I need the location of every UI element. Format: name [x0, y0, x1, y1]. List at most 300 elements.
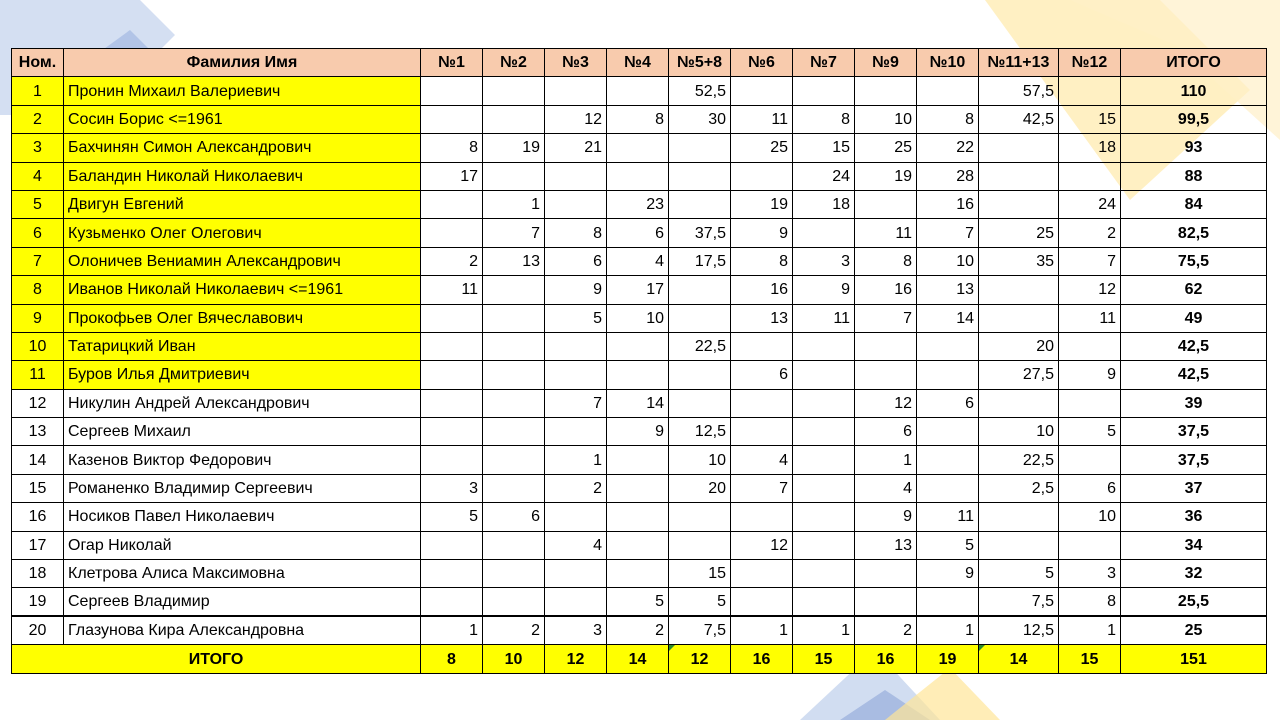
score-cell [793, 503, 855, 531]
score-cell [483, 389, 545, 417]
score-cell: 24 [1059, 190, 1121, 218]
score-cell: 8 [917, 105, 979, 133]
participant-name: Романенко Владимир Сергеевич [64, 474, 421, 502]
score-cell [917, 446, 979, 474]
score-cell: 1 [1059, 616, 1121, 645]
score-cell [793, 361, 855, 389]
score-cell: 22,5 [979, 446, 1059, 474]
score-cell [545, 588, 607, 617]
row-number: 4 [12, 162, 64, 190]
row-number: 3 [12, 134, 64, 162]
score-cell: 22 [917, 134, 979, 162]
score-cell: 6 [1059, 474, 1121, 502]
participant-name: Сосин Борис <=1961 [64, 105, 421, 133]
header-round: №5+8 [669, 49, 731, 77]
score-cell: 13 [855, 531, 917, 559]
score-cell: 20 [669, 474, 731, 502]
table-row [12, 162, 1267, 190]
row-number: 14 [12, 446, 64, 474]
header-round: №7 [793, 49, 855, 77]
header-number: Ном. [12, 49, 64, 77]
score-cell [793, 219, 855, 247]
score-cell [483, 531, 545, 559]
score-cell: 5 [545, 304, 607, 332]
row-number: 20 [12, 616, 64, 645]
score-cell: 12 [1059, 276, 1121, 304]
score-cell: 15 [1059, 105, 1121, 133]
score-cell: 19 [855, 162, 917, 190]
score-cell [917, 332, 979, 360]
score-cell [607, 77, 669, 105]
total-cell: 42,5 [1121, 361, 1267, 389]
row-number: 9 [12, 304, 64, 332]
score-cell: 17 [607, 276, 669, 304]
total-cell: 62 [1121, 276, 1267, 304]
score-cell: 9 [607, 418, 669, 446]
score-cell: 6 [917, 389, 979, 417]
score-cell: 22,5 [669, 332, 731, 360]
score-cell [731, 418, 793, 446]
score-cell [979, 304, 1059, 332]
participant-name: Прокофьев Олег Вячеславович [64, 304, 421, 332]
header-round: №3 [545, 49, 607, 77]
score-cell [855, 560, 917, 588]
score-cell: 10 [917, 247, 979, 275]
score-cell: 16 [855, 276, 917, 304]
score-cell: 7 [1059, 247, 1121, 275]
score-cell [483, 418, 545, 446]
score-cell: 9 [917, 560, 979, 588]
participant-name: Бахчинян Симон Александрович [64, 134, 421, 162]
header-round: №4 [607, 49, 669, 77]
score-cell: 11 [731, 105, 793, 133]
score-cell [793, 77, 855, 105]
score-cell: 3 [793, 247, 855, 275]
score-cell [483, 105, 545, 133]
score-cell: 8 [607, 105, 669, 133]
score-cell [731, 588, 793, 617]
participant-name: Пронин Михаил Валериевич [64, 77, 421, 105]
score-cell: 9 [731, 219, 793, 247]
score-cell [1059, 332, 1121, 360]
score-cell [607, 162, 669, 190]
score-cell [669, 389, 731, 417]
score-cell [483, 77, 545, 105]
row-number: 12 [12, 389, 64, 417]
score-cell [1059, 531, 1121, 559]
score-cell [669, 531, 731, 559]
score-cell: 17 [421, 162, 483, 190]
row-number: 11 [12, 361, 64, 389]
score-cell: 20 [979, 332, 1059, 360]
score-cell: 1 [731, 616, 793, 645]
score-cell: 42,5 [979, 105, 1059, 133]
table-row [12, 332, 1267, 360]
score-cell [855, 361, 917, 389]
score-cell: 12 [545, 105, 607, 133]
row-number: 18 [12, 560, 64, 588]
footer-count-cell: 19 [917, 645, 979, 673]
participant-name: Клетрова Алиса Максимовна [64, 560, 421, 588]
score-cell [545, 503, 607, 531]
score-cell [607, 531, 669, 559]
participant-name: Сергеев Михаил [64, 418, 421, 446]
score-cell: 25 [855, 134, 917, 162]
score-cell [545, 418, 607, 446]
score-cell: 6 [545, 247, 607, 275]
score-cell [421, 361, 483, 389]
footer-count-cell: 16 [731, 645, 793, 673]
score-cell [855, 588, 917, 617]
table-row [12, 219, 1267, 247]
score-cell: 7 [917, 219, 979, 247]
total-cell: 39 [1121, 389, 1267, 417]
total-cell: 32 [1121, 560, 1267, 588]
score-cell: 24 [793, 162, 855, 190]
score-cell: 28 [917, 162, 979, 190]
score-cell [979, 162, 1059, 190]
score-cell: 2 [855, 616, 917, 645]
header-round: №10 [917, 49, 979, 77]
header-round: №6 [731, 49, 793, 77]
score-cell: 52,5 [669, 77, 731, 105]
score-cell [793, 446, 855, 474]
score-cell [731, 503, 793, 531]
header-round: №11+13 [979, 49, 1059, 77]
score-cell: 15 [793, 134, 855, 162]
score-cell [855, 77, 917, 105]
participant-name: Кузьменко Олег Олегович [64, 219, 421, 247]
score-cell [545, 190, 607, 218]
score-cell: 7 [483, 219, 545, 247]
total-cell: 99,5 [1121, 105, 1267, 133]
table-row [12, 304, 1267, 332]
score-cell: 9 [793, 276, 855, 304]
row-number: 13 [12, 418, 64, 446]
score-cell: 10 [1059, 503, 1121, 531]
score-cell [545, 332, 607, 360]
score-cell: 35 [979, 247, 1059, 275]
score-cell: 57,5 [979, 77, 1059, 105]
total-cell: 25,5 [1121, 588, 1267, 617]
footer-count-cell: 10 [483, 645, 545, 673]
score-cell [483, 162, 545, 190]
score-cell: 10 [979, 418, 1059, 446]
score-cell [669, 190, 731, 218]
score-cell: 21 [545, 134, 607, 162]
score-cell [483, 276, 545, 304]
participant-name: Буров Илья Дмитриевич [64, 361, 421, 389]
score-cell: 30 [669, 105, 731, 133]
score-cell: 18 [1059, 134, 1121, 162]
score-cell: 5 [421, 503, 483, 531]
score-cell [793, 389, 855, 417]
score-cell [855, 190, 917, 218]
score-cell [421, 560, 483, 588]
score-cell [421, 77, 483, 105]
score-cell: 19 [731, 190, 793, 218]
score-cell: 8 [855, 247, 917, 275]
score-cell: 6 [731, 361, 793, 389]
score-cell [979, 190, 1059, 218]
score-cell [483, 332, 545, 360]
total-cell: 37,5 [1121, 418, 1267, 446]
table-row [12, 247, 1267, 275]
score-cell: 9 [855, 503, 917, 531]
footer-count-cell: 12 [669, 645, 731, 673]
score-cell: 4 [607, 247, 669, 275]
score-cell: 6 [855, 418, 917, 446]
score-cell [731, 332, 793, 360]
score-cell [669, 361, 731, 389]
participant-name: Баландин Николай Николаевич [64, 162, 421, 190]
score-cell [917, 418, 979, 446]
score-cell: 1 [917, 616, 979, 645]
score-cell: 1 [793, 616, 855, 645]
header-round: №9 [855, 49, 917, 77]
score-cell [979, 503, 1059, 531]
total-cell: 82,5 [1121, 219, 1267, 247]
score-cell: 8 [1059, 588, 1121, 617]
score-cell: 8 [731, 247, 793, 275]
score-cell: 10 [669, 446, 731, 474]
score-cell: 19 [483, 134, 545, 162]
footer-total-cell: 151 [1121, 645, 1267, 673]
score-cell [669, 304, 731, 332]
score-cell: 2 [483, 616, 545, 645]
total-cell: 88 [1121, 162, 1267, 190]
score-cell: 11 [793, 304, 855, 332]
row-number: 1 [12, 77, 64, 105]
score-cell: 7,5 [669, 616, 731, 645]
score-cell [1059, 446, 1121, 474]
score-cell [793, 332, 855, 360]
score-cell [917, 361, 979, 389]
score-cell: 4 [731, 446, 793, 474]
score-cell [979, 276, 1059, 304]
table-row [12, 77, 1267, 105]
table-row [12, 190, 1267, 218]
score-cell: 2 [1059, 219, 1121, 247]
participant-name: Никулин Андрей Александрович [64, 389, 421, 417]
participant-name: Двигун Евгений [64, 190, 421, 218]
score-cell [917, 588, 979, 617]
score-cell [1059, 162, 1121, 190]
score-cell: 8 [793, 105, 855, 133]
total-cell: 84 [1121, 190, 1267, 218]
score-cell [483, 446, 545, 474]
participant-name: Казенов Виктор Федорович [64, 446, 421, 474]
score-cell: 23 [607, 190, 669, 218]
score-cell [669, 503, 731, 531]
score-cell: 11 [917, 503, 979, 531]
score-cell: 16 [917, 190, 979, 218]
score-cell: 1 [421, 616, 483, 645]
score-cell: 25 [979, 219, 1059, 247]
score-cell [545, 162, 607, 190]
score-cell [607, 474, 669, 502]
score-cell: 27,5 [979, 361, 1059, 389]
row-number: 8 [12, 276, 64, 304]
table-row [12, 588, 1267, 617]
total-cell: 93 [1121, 134, 1267, 162]
score-cell: 9 [545, 276, 607, 304]
score-cell [545, 560, 607, 588]
header-round: №1 [421, 49, 483, 77]
score-cell: 8 [545, 219, 607, 247]
row-number: 15 [12, 474, 64, 502]
table-row [12, 531, 1267, 559]
score-cell: 2 [421, 247, 483, 275]
score-cell [421, 389, 483, 417]
score-cell [979, 389, 1059, 417]
score-cell [979, 134, 1059, 162]
table-row [12, 134, 1267, 162]
score-cell: 7 [855, 304, 917, 332]
score-cell [545, 77, 607, 105]
score-cell [731, 162, 793, 190]
score-cell: 5 [669, 588, 731, 617]
score-cell [483, 588, 545, 617]
header-row [12, 49, 1267, 77]
score-cell [669, 134, 731, 162]
participant-name: Сергеев Владимир [64, 588, 421, 617]
score-cell: 5 [1059, 418, 1121, 446]
score-cell: 5 [607, 588, 669, 617]
total-cell: 36 [1121, 503, 1267, 531]
score-cell [793, 474, 855, 502]
table-row [12, 361, 1267, 389]
score-cell: 17,5 [669, 247, 731, 275]
score-cell: 37,5 [669, 219, 731, 247]
score-cell: 3 [545, 616, 607, 645]
score-cell: 18 [793, 190, 855, 218]
score-cell [731, 389, 793, 417]
score-cell [607, 134, 669, 162]
table-row [12, 560, 1267, 588]
score-cell [483, 361, 545, 389]
score-cell [793, 418, 855, 446]
score-cell: 11 [421, 276, 483, 304]
score-cell [421, 588, 483, 617]
score-cell [855, 332, 917, 360]
footer-count-cell: 8 [421, 645, 483, 673]
row-number: 7 [12, 247, 64, 275]
participant-name: Глазунова Кира Александровна [64, 616, 421, 645]
score-cell: 3 [421, 474, 483, 502]
table-row [12, 474, 1267, 502]
footer-count-cell: 15 [793, 645, 855, 673]
row-number: 16 [12, 503, 64, 531]
score-cell [483, 560, 545, 588]
score-cell [421, 418, 483, 446]
header-name: Фамилия Имя [64, 49, 421, 77]
total-cell: 25 [1121, 616, 1267, 645]
participant-name: Носиков Павел Николаевич [64, 503, 421, 531]
score-cell: 8 [421, 134, 483, 162]
total-cell: 42,5 [1121, 332, 1267, 360]
total-cell: 75,5 [1121, 247, 1267, 275]
footer-count-cell: 14 [607, 645, 669, 673]
score-cell [731, 560, 793, 588]
score-cell: 15 [669, 560, 731, 588]
score-cell: 2,5 [979, 474, 1059, 502]
score-cell: 1 [545, 446, 607, 474]
participant-name: Олоничев Вениамин Александрович [64, 247, 421, 275]
score-cell [607, 560, 669, 588]
score-cell: 16 [731, 276, 793, 304]
score-cell: 7 [731, 474, 793, 502]
score-cell: 13 [483, 247, 545, 275]
score-cell [607, 446, 669, 474]
score-cell: 2 [545, 474, 607, 502]
score-cell [979, 531, 1059, 559]
footer-count-cell: 16 [855, 645, 917, 673]
score-cell [1059, 389, 1121, 417]
score-cell [917, 474, 979, 502]
score-cell [669, 162, 731, 190]
score-cell: 13 [917, 276, 979, 304]
row-number: 2 [12, 105, 64, 133]
score-cell: 1 [855, 446, 917, 474]
score-cell: 10 [855, 105, 917, 133]
score-cell: 6 [483, 503, 545, 531]
footer-count-cell: 14 [979, 645, 1059, 673]
table-row [12, 616, 1267, 645]
table-row [12, 418, 1267, 446]
total-cell: 110 [1121, 77, 1267, 105]
participant-name: Иванов Николай Николаевич <=1961 [64, 276, 421, 304]
score-cell: 7,5 [979, 588, 1059, 617]
score-cell: 12 [731, 531, 793, 559]
score-cell: 10 [607, 304, 669, 332]
score-cell [483, 474, 545, 502]
standings-table [11, 48, 1267, 674]
score-cell: 1 [483, 190, 545, 218]
score-cell [421, 105, 483, 133]
score-cell [793, 560, 855, 588]
score-cell [1059, 77, 1121, 105]
total-cell: 37,5 [1121, 446, 1267, 474]
footer-count-cell: 15 [1059, 645, 1121, 673]
score-cell [421, 332, 483, 360]
score-cell [545, 361, 607, 389]
score-cell [607, 361, 669, 389]
score-cell [917, 77, 979, 105]
score-cell: 4 [545, 531, 607, 559]
score-cell: 14 [607, 389, 669, 417]
score-cell [421, 304, 483, 332]
score-cell [669, 276, 731, 304]
score-cell [421, 219, 483, 247]
row-number: 5 [12, 190, 64, 218]
score-cell: 4 [855, 474, 917, 502]
score-cell: 11 [1059, 304, 1121, 332]
score-cell [421, 190, 483, 218]
score-cell [793, 588, 855, 617]
score-cell [421, 531, 483, 559]
total-cell: 34 [1121, 531, 1267, 559]
score-cell: 12 [855, 389, 917, 417]
total-cell: 37 [1121, 474, 1267, 502]
header-round: №12 [1059, 49, 1121, 77]
row-number: 19 [12, 588, 64, 617]
score-cell: 3 [1059, 560, 1121, 588]
score-cell [793, 531, 855, 559]
footer-row [12, 645, 1267, 673]
row-number: 17 [12, 531, 64, 559]
score-cell [483, 304, 545, 332]
